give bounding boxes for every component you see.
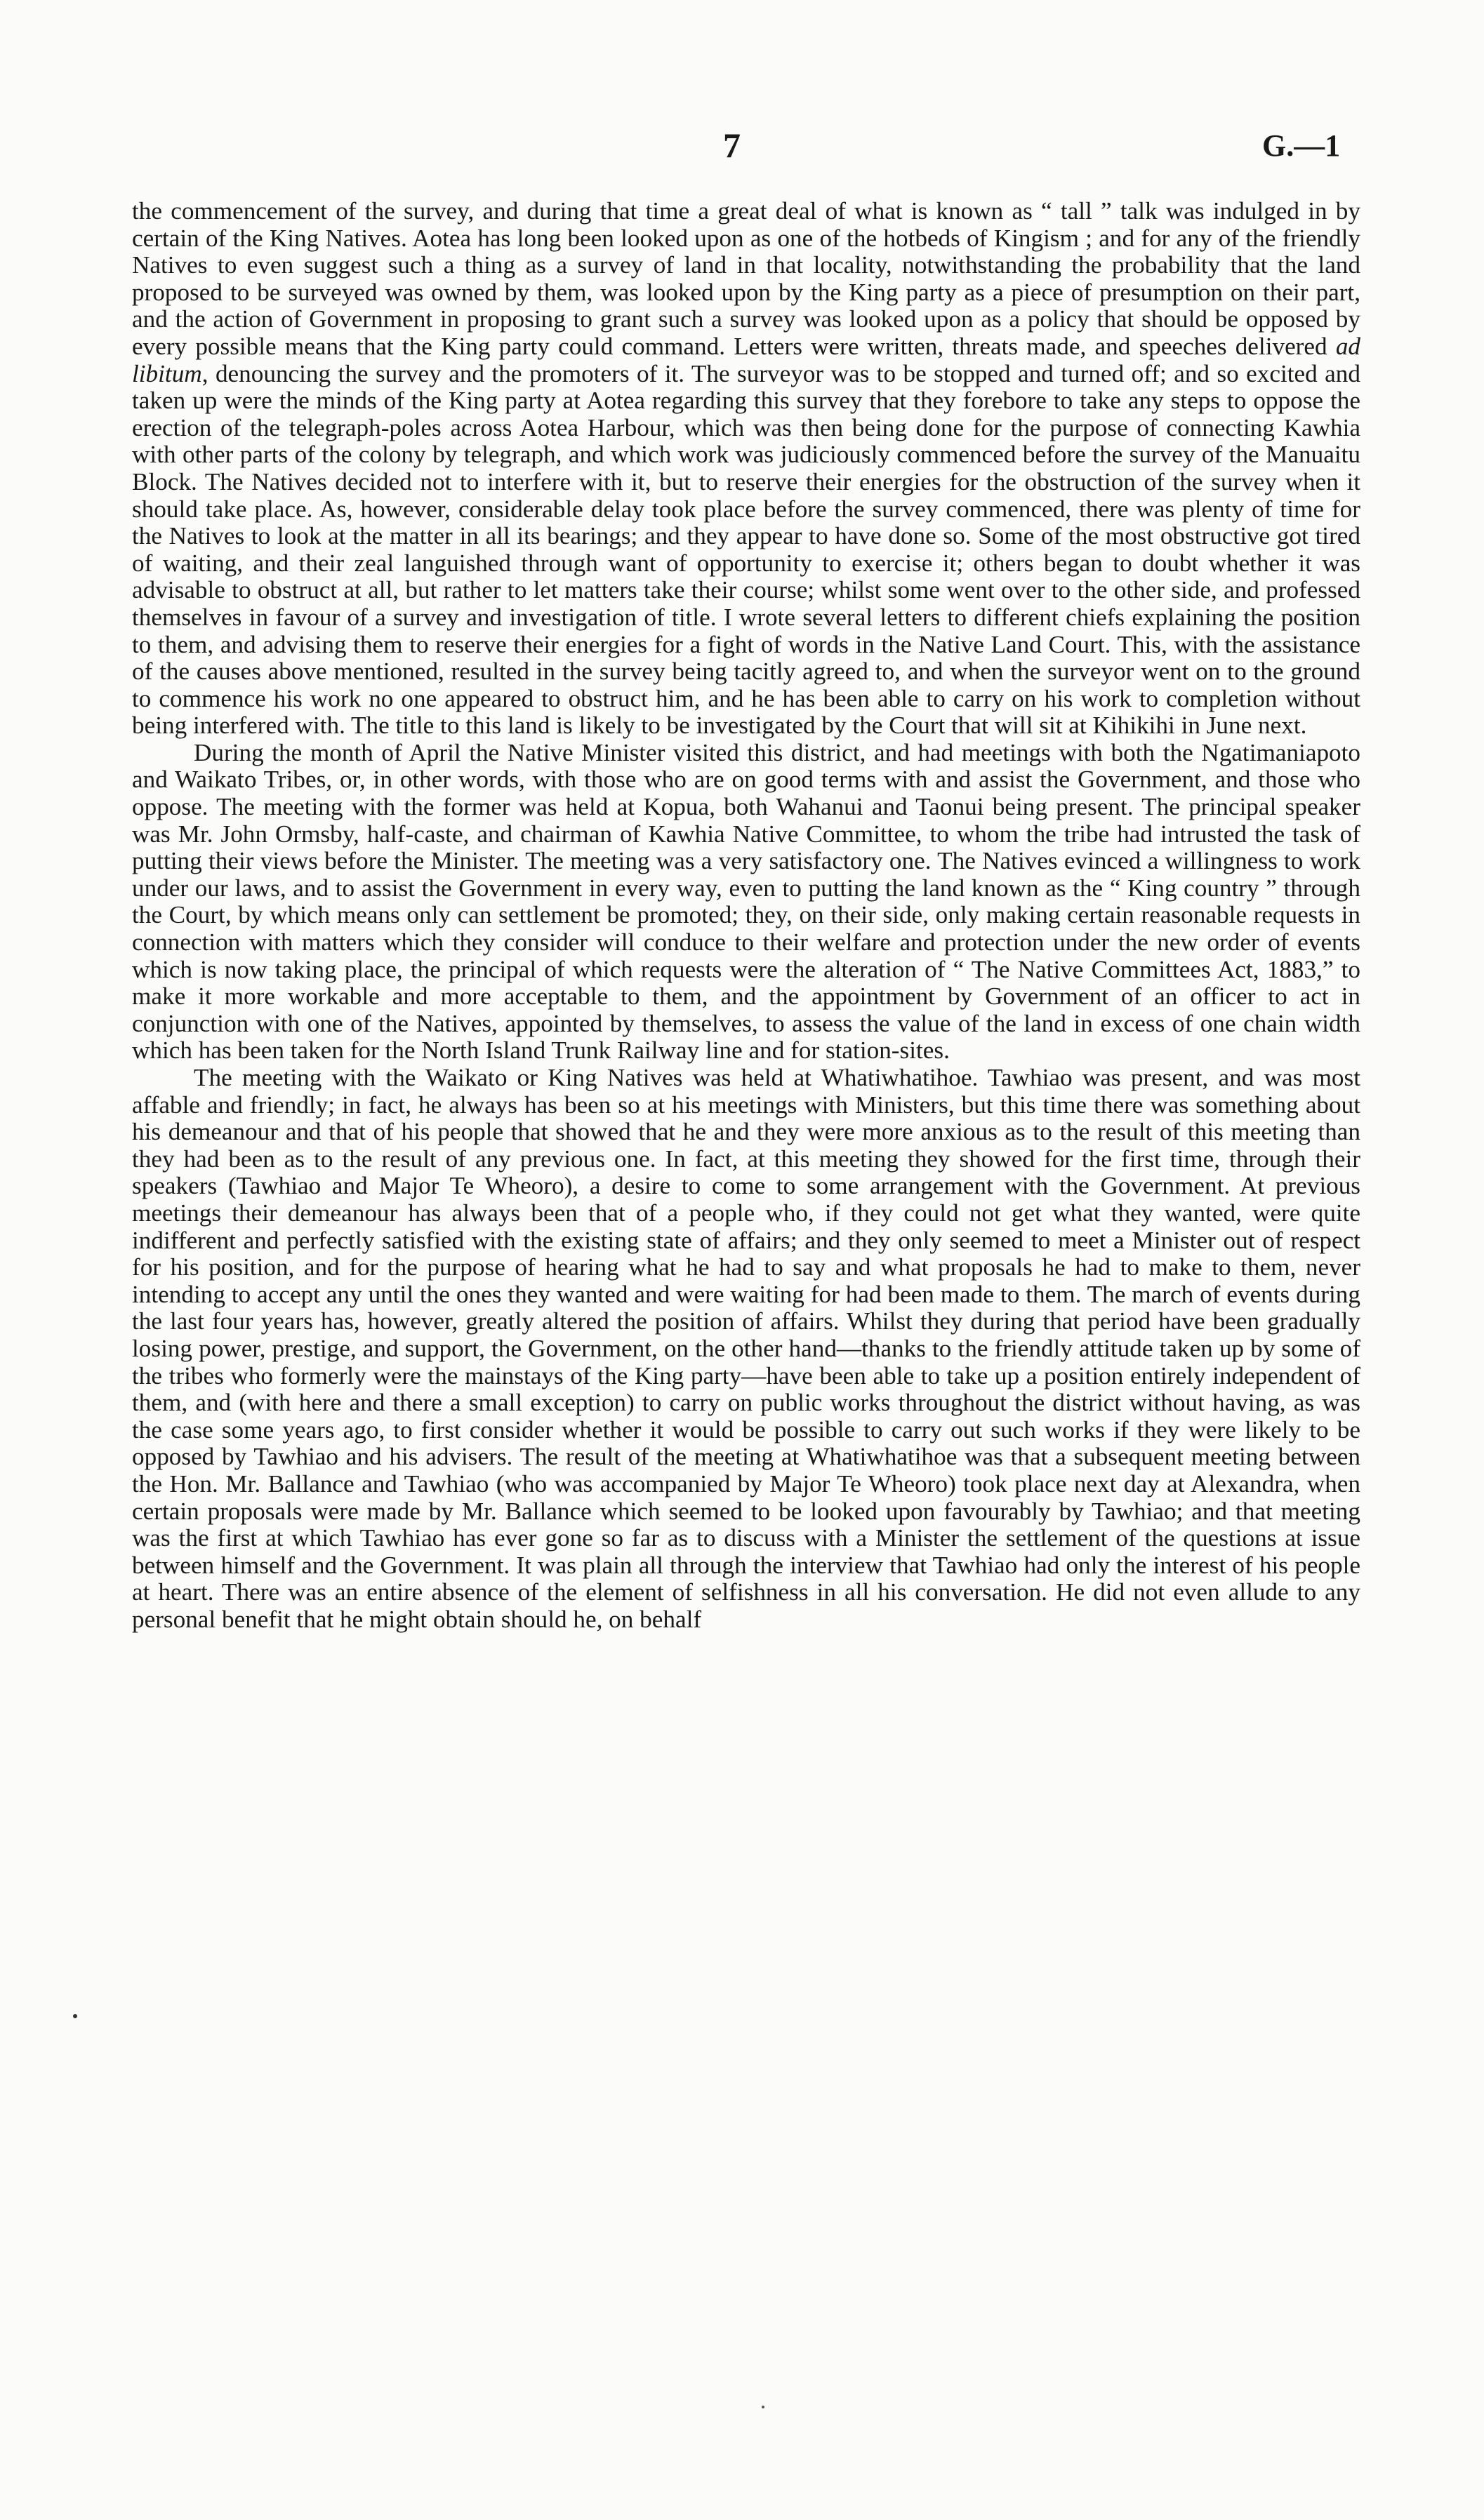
- paragraph-1-italic: ad libitum: [132, 332, 1360, 387]
- paragraph-1: [132, 198, 1360, 740]
- paragraph-2: During the month of April the Native Minister visited this district, and had meetings with both the Ngatimaniapoto and Waikato Tribes, or, in other words, with those who are on good terms with and assist the Government, and those who oppose. The meeting with the former was held at Kopua, both Wahanui and Taonui being present. The principal speaker was Mr. John Ormsby, half-caste, and chairman of Kawhia Native Committee, to whom the tribe had intrusted the task of putting their views before the Minister. The meeting was a very satisfactory one. The Natives evinced a willingness to work under our laws, and to assist the Government in every way, even to putting the land known as the “ King country ” through the Court, by which means only can settlement be promoted; they, on their side, only making certain reasonable requests in connection with matters which they consider will conduce to their welfare and protection under the new order of events which is now taking place, the principal of which requests were the alteration of “ The Native Committees Act, 1883,” to make it more workable and more acceptable to them, and the appointment by Government of an officer to act in conjunction with one of the Natives, appointed by themselves, to assess the value of the land in excess of one chain width which has been taken for the North Island Trunk Railway line and for station-sites.: [132, 738, 1360, 1065]
- margin-mark: [73, 2014, 77, 2018]
- body-text: [132, 198, 1360, 1633]
- page-number: 7: [723, 126, 741, 165]
- paragraph-3: The meeting with the Waikato or King Natives was held at Whatiwhatihoe. Tawhiao was present, and was most affable and friendly; in fact, he always has been so at his meetings with Ministers, but this time there was something about his demeanour and that of his people that showed that he and they were more anxious as to the result of this meeting than they had been as to the result of any previous one. In fact, at this meeting they showed for the first time, through their speakers (Tawhiao and Major Te Wheoro), a desire to come to some arrangement with the Government. At previous meetings their demeanour has always been that of a people who, if they could not get what they wanted, were quite indifferent and perfectly satisfied with the existing state of affairs; and they only seemed to meet a Minister out of respect for his position, and for the purpose of hearing what he had to say and what proposals he had to make to them, never intending to accept any until the ones they wanted and were waiting for had been made to them. The march of events during the last four years has, however, greatly altered the position of affairs. Whilst they during that period have been gradually losing power, prestige, and support, the Government, on the other hand—thanks to the friendly attitude taken up by some of the tribes who formerly were the mainstays of the King party—have been able to take up a position entirely independent of them, and (with here and there a small exception) to carry on public works throughout the district without having, as was the case some years ago, to first consider whether it would be possible to carry out such works if they were likely to be opposed by Tawhiao and his advisers. The result of the meeting at Whatiwhatihoe was that a subsequent meeting between the Hon. Mr. Ballance and Tawhiao (who was accompanied by Major Te Wheoro) took place next day at Alexandra, when certain proposals were made by Mr. Ballance which seemed to be looked upon favourably by Tawhiao; and that meeting was the first at which Tawhiao has ever gone so far as to discuss with a Minister the settlement of the questions at issue between himself and the Government. It was plain all through the interview that Tawhiao had only the interest of his people at heart. There was an entire absence of the element of selfishness in all his conversation. He did not even allude to any personal benefit that he might obtain should he, on behalf: [132, 1064, 1360, 1633]
- paragraph-1-part-1: the commencement of the survey, and during that time a great deal of what is known as “ tall ” talk was indulged in by certain of the King Natives. Aotea has long been looked upon as one of the hotbeds of Kingism ; and for any of the friendly Natives to even suggest such a thing as a survey of land in that locality, notwithstanding the probability that the land proposed to be surveyed was owned by them, was looked upon by the King party as a piece of presumption on their part, and the action of Government in proposing to grant such a survey was looked upon as a policy that should be opposed by every possible means that the King party could command. Letters were written, threats made, and speeches delivered: [132, 197, 1360, 360]
- series-reference: G.—1: [1262, 128, 1341, 163]
- footer-mark: [762, 2406, 764, 2408]
- paragraph-1-part-2: , denouncing the survey and the promoters of it. The surveyor was to be stopped and turned off; and so excited and taken up were the minds of the King party at Aotea regarding this survey that they forebore to take any steps to oppose the erection of the telegraph-poles across Aotea Harbour, which was then being done for the purpose of connecting Kawhia with other parts of the colony by telegraph, and which work was judiciously commenced before the survey of the Manuaitu Block. The Natives decided not to interfere with it, but to reserve their energies for the obstruction of the survey when it should take place. As, however, considerable delay took place before the survey commenced, there was plenty of time for the Natives to look at the matter in all its bearings; and they appear to have done so. Some of the most obstructive got tired of waiting, and their zeal languished through want of opportunity to exercise it; others began to doubt whether it was advisable to obstruct at all, but rather to let matters take their course; whilst some went over to the other side, and professed themselves in favour of a survey and investigation of title. I wrote several letters to different chiefs explaining the position to them, and advising them to reserve their energies for a fight of words in the Native Land Court. This, with the assistance of the causes above mentioned, resulted in the survey being tacitly agreed to, and when the surveyor went on to the ground to commence his work no one appeared to obstruct him, and he has been able to carry on his work to completion without being interfered with. The title to this land is likely to be investigated by the Court that will sit at Kihikihi in June next.: [132, 359, 1360, 740]
